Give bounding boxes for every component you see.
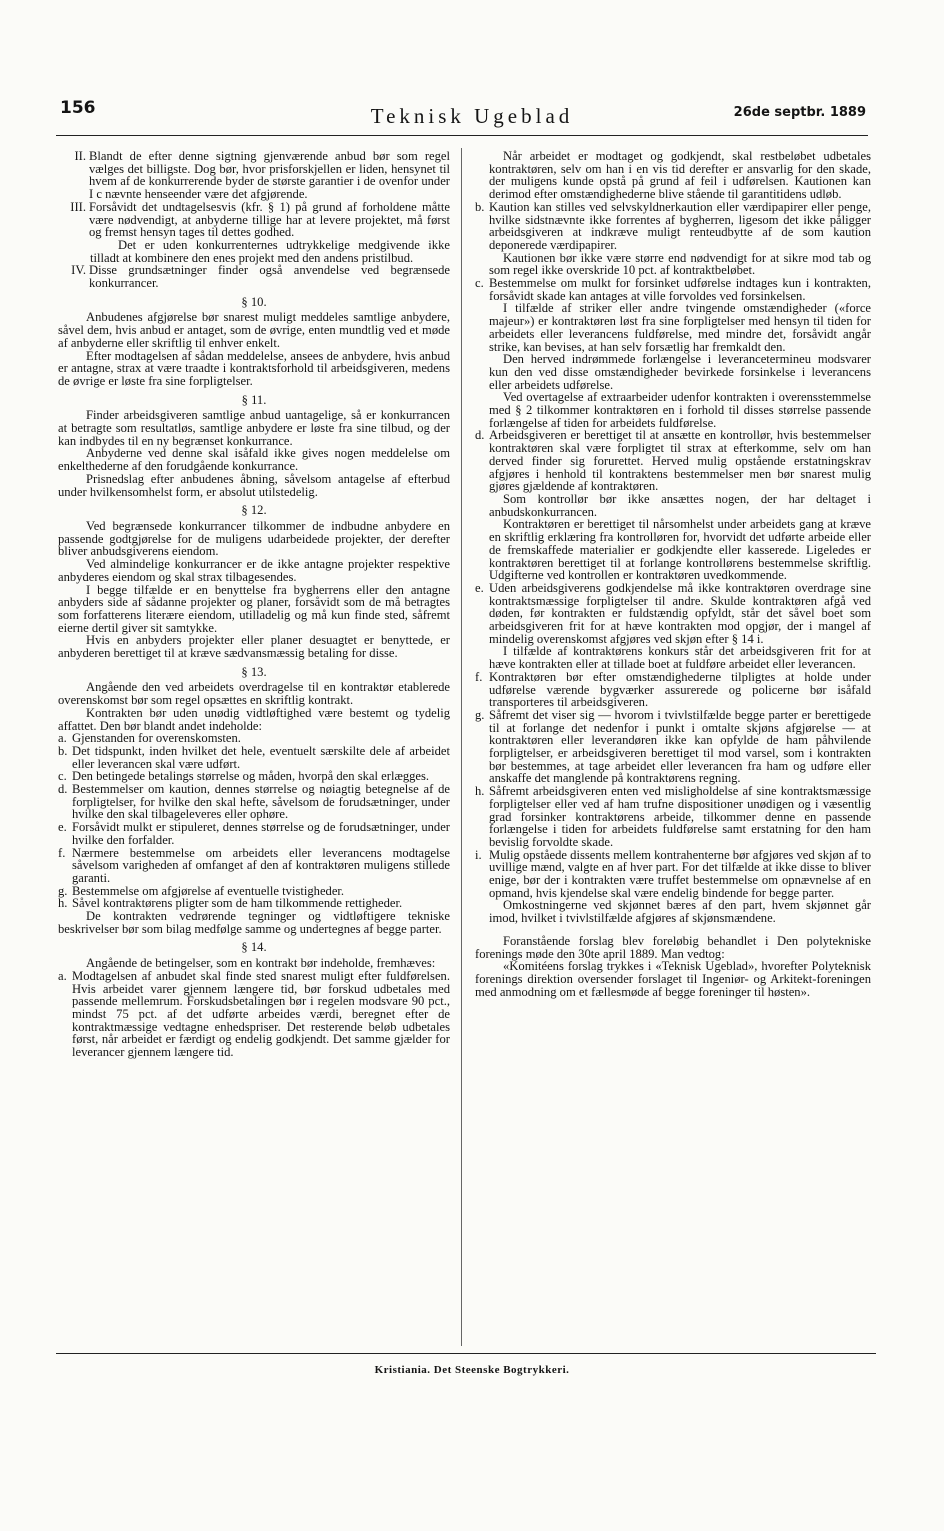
right-column bbox=[475, 150, 871, 998]
list-text: Den betingede betalings størrelse og måden, hvorpå den skal erlægges. bbox=[72, 769, 430, 784]
list-item bbox=[58, 970, 450, 1059]
list-text: Kaution kan stilles ved selvskyldnerkaution eller værdipapirer eller penge, hvilke sidstnævnte ikke forrentes af bygherren, ligesom det ikke påligger arbeidsgiveren at indkræve muligt renteudbytte af de som kaution deponerede værdipapirer. bbox=[489, 199, 871, 252]
list-text: Såvel kontraktørens pligter som de ham tilkommende rettigheder. bbox=[72, 896, 403, 911]
list-item bbox=[58, 821, 450, 846]
printer-imprint: Kristiania. Det Steenske Bogtrykkeri. bbox=[374, 1364, 570, 1376]
closing-paragraph: Foranstående forslag blev foreløbig behandlet i Den polytekniske forenings møde den 30te april 1889. Man vedtog: bbox=[475, 933, 871, 961]
section-heading-12: § 12. bbox=[241, 503, 267, 518]
list-item bbox=[475, 709, 871, 785]
list-item bbox=[58, 745, 450, 770]
footer-rule bbox=[56, 1353, 876, 1354]
paragraph: Anbyderne ved denne skal isåfald ikke gives nogen meddelelse om enkelthederne af den forudgående konkurrance. bbox=[58, 446, 450, 474]
list-text: Såfremt arbeidsgiveren enten ved misligholdelse af sine kontraktsmæssige forpligtelser eller ved af ham trufne dispositioner unødigen og i væsentlig grad forsinker kontraktørens arbeide, tilkommer denne en passende forlængelse i tiden for arbeidets fuldførelse samt erstatning for den ham bevislig forvoldte skade. bbox=[489, 784, 871, 849]
list-text: Bestemmelse om mulkt for forsinket udførelse indtages kun i kontrakten, forsåvidt skade kan antages at ville forvoldes ved forsinkelsen. bbox=[489, 276, 871, 303]
paragraph: Finder arbeidsgiveren samtlige anbud uantagelige, så er konkurrancen at betragte som resultatløs, samtlige anbydere er løste fra sine tilbud, og der kan indbydes til en ny begrænset konkurrance. bbox=[58, 408, 450, 448]
list-item bbox=[475, 201, 871, 252]
list-label: IV. bbox=[71, 263, 86, 278]
paragraph: Når arbeidet er modtaget og godkjendt, skal restbeløbet udbetales kontraktøren, selv om han i en vis tid derefter er ansvarlig for den skade, der muligens kunde opstå på grund af feil i udførelsen. Kautionen kan derimod efter omstændighederne blive stående til garantitidens udløb. bbox=[489, 149, 871, 202]
list-label: i. bbox=[475, 847, 482, 862]
paragraph: Angående den ved arbeidets overdragelse til en kontraktør etablerede overenskomst bør som regel opsættes en skriftlig kontrakt. bbox=[58, 680, 450, 708]
list-item-II bbox=[58, 150, 450, 201]
list-text: Gjenstanden for overenskomsten. bbox=[72, 731, 241, 746]
paragraph: De kontrakten vedrørende tegninger og vidtløftigere tekniske beskrivelser bør som bilag medfølge samme og undertegnes af begge parter. bbox=[58, 909, 450, 936]
paragraph: Den herved indrømmede forlængelse i leverancetermineu modsvarer kun den ved disse omstændigheder bevirkede forsinkelse i leverancens eller arbeidets udførelse. bbox=[489, 352, 871, 392]
section-heading-10: § 10. bbox=[241, 294, 267, 309]
list-label: II. bbox=[74, 149, 86, 163]
list-item bbox=[475, 582, 871, 646]
paragraph: Ved almindelige konkurrancer er de ikke antagne projekter respektive anbyderes eiendom og skal strax tilbagesendes. bbox=[58, 557, 450, 584]
paragraph: Efter modtagelsen af sådan meddelelse, ansees de anbydere, hvis anbud er antagne, strax at være traadte i kontraktsforhold til arbeidsgiveren, medens de øvrige er løste fra sine forpligtelser. bbox=[58, 348, 450, 388]
section-heading-13: § 13. bbox=[241, 664, 267, 679]
list-label: g. bbox=[475, 707, 485, 722]
paragraph: Hvis en anbyders projekter eller planer desuagtet er benyttede, er anbyderen berettiget til at kræve sædvansmæssig betaling for disse. bbox=[58, 633, 450, 661]
list-label: a. bbox=[58, 968, 67, 983]
list-item bbox=[475, 671, 871, 709]
paragraph: Kontraktøren er berettiget til nårsomhelst under arbeidets gang at kræve en skriftlig erklæring fra kontrolløren for, hvorvidt det udførte arbeide eller de fremskaffede materialier er godkjendte eller kasserede. Ligeledes er kontraktøren berettiget til at forlange kontrollørens bestemmelse skriftlig. Udgifterne ved kontrollen er kontraktøren uvedkommende. bbox=[489, 517, 871, 583]
list-label: h. bbox=[58, 896, 68, 911]
list-text: Nærmere bestemmelse om arbeidets eller leverancens modtagelse såvelsom varigheden af omfanget af den af kontraktøren muligens stillede garanti. bbox=[72, 845, 450, 885]
section-heading-14: § 14. bbox=[241, 940, 267, 955]
list-text: Bestemmelser om kaution, dennes størrelse og nøiagtig betegnelse af de forpligtelser, for hvilke den skal hefte, såvelsom de forudsætninger, under hvilke den skal tilbageleveres eller ophøre. bbox=[72, 782, 450, 822]
issue-date: 26de septbr. 1889 bbox=[733, 105, 866, 120]
paragraph: Kontrakten bør uden unødig vidtløftighed være bestemt og tydelig affattet. Den bør blandt andet indeholde: bbox=[58, 705, 450, 733]
list-label: f. bbox=[58, 845, 66, 860]
list-text: Uden arbeidsgiverens godkjendelse må ikke kontraktøren overdrage sine kontraktsmæssige forpligtelser til andre. Skulde kontraktøren afgå ved døden, før kontrakten er fuldstændig opfyldt, står det såvel boet som arbeidsgiveren frit for at hæve kontrakten mod opgjør, der i mangel af mindelig overenskomst afgjøres ved skjøn efter § 14 i. bbox=[489, 580, 871, 646]
list-label: e. bbox=[475, 580, 484, 595]
list-item bbox=[475, 277, 871, 302]
list-text: Arbeidsgiveren er berettiget til at ansætte en kontrollør, hvis bestemmelser kontraktøren skal være forpligtet til strax at efterkomme, selv om han derved finder sig forurettet. Herved mulig opstående erstatningskrav afgjøres i henhold til kontraktens bestemmelser men bør snarest mulig gjøres gjældende af kontraktøren. bbox=[489, 428, 871, 494]
section-heading-11: § 11. bbox=[241, 392, 267, 407]
paragraph: Det er uden konkurrenternes udtrykkelige medgivende ikke tilladt at kombinere den enes projekt med den andens pristilbud. bbox=[90, 237, 450, 265]
list-text: Modtagelsen af anbudet skal finde sted snarest muligt efter fuldførelsen. Hvis arbeidet varer gjennem længere tid, bør forskud udbetales med passende mellemrum. Forskudsbetalingen bør i regelen modsvare 90 pct., mindst 75 pct. af det udførte arbeides værdi, beregnet efter de kontraktmæssige vedtagne enhedspriser. Det resterende beløb udbetales først, når arbeidet er færdigt og endelig godkjendt. Det samme gjælder for leverancer gjennem længere tid. bbox=[72, 968, 450, 1060]
list-label: g. bbox=[58, 883, 68, 898]
list-label: III. bbox=[70, 199, 86, 214]
closing-paragraph: «Komitéens forslag trykkes i «Teknisk Ugeblad», hvorefter Polyteknisk forenings direktion oversender forslaget til Ingeniør- og Arkitekt-foreningen med anmodning om et fællesmøde af begge foreninger til høsten». bbox=[475, 959, 871, 999]
list-label: d. bbox=[475, 428, 485, 443]
list-text: Bestemmelse om afgjørelse af eventuelle tvistigheder. bbox=[72, 883, 345, 898]
list-item bbox=[58, 783, 450, 821]
list-label: e. bbox=[58, 820, 67, 835]
list-text: Mulig opståede dissents mellem kontrahenterne bør afgjøres ved skjøn af to uvillige mænd, valgte en af hver part. For det tilfælde at ikke disse to bliver enige, bør der i kontrakten være truffet bestemmelse om opnævnelse af en opmand, hvis kjendelse skal være endelig bindende for begge parter. bbox=[489, 847, 871, 900]
paragraph: Prisnedslag efter anbudenes åbning, såvelsom antagelse af efterbud under hvilkensomhelst form, er absolut utilstedelig. bbox=[58, 471, 450, 499]
list-label: c. bbox=[58, 769, 67, 784]
list-label: b. bbox=[475, 199, 485, 214]
paragraph: Angående de betingelser, som en kontrakt bør indeholde, fremhæves: bbox=[86, 956, 436, 971]
header-rule bbox=[56, 135, 868, 136]
list-item-IV bbox=[58, 264, 450, 289]
paragraph: I tilfælde af striker eller andre tvingende omstændigheder («force majeur») er kontraktøren løst fra sine forpligtelser med hensyn til tiden for arbeidets eller leverancens fuldførelse, med mindre det, forsåvidt angår strike, kan bevises, at han selv forsætlig har fremkaldt den. bbox=[489, 301, 871, 354]
paragraph: I tilfælde af kontraktørens konkurs står det arbeidsgiveren frit for at hæve kontrakten eller at tillade boet at fuldføre arbeidet eller leverancen. bbox=[489, 644, 871, 672]
list-item bbox=[475, 785, 871, 849]
list-text: Det tidspunkt, inden hvilket det hele, eventuelt særskilte dele af arbeidet eller leverancen skal være udført. bbox=[72, 743, 450, 771]
list-label: c. bbox=[475, 276, 484, 291]
list-text: Kontraktøren bør efter omstændighederne tilpligtes at holde under udførelse værende bygværker assurerede og policerne bør isåfald transporteres til arbeidsgiveren. bbox=[489, 669, 871, 710]
list-item bbox=[58, 847, 450, 885]
page-number: 156 bbox=[60, 98, 96, 118]
paragraph: Ved begrænsede konkurrancer tilkommer de indbudne anbydere en passende godtgjørelse for de muligens udarbeidede projekter, der derefter bliver anbudsgiverens eiendom. bbox=[58, 518, 450, 559]
left-column bbox=[58, 150, 450, 1059]
list-item-III bbox=[58, 201, 450, 239]
sec13-item-list bbox=[58, 732, 450, 910]
list-label: f. bbox=[475, 669, 483, 684]
paragraph: Som kontrollør bør ikke ansættes nogen, der har deltaget i anbudskonkurrancen. bbox=[489, 491, 871, 519]
list-text: Forsåvidt mulkt er stipuleret, dennes størrelse og de forudsætninger, under hvilke den forfalder. bbox=[72, 820, 450, 847]
list-label: d. bbox=[58, 782, 68, 797]
list-text: Disse grundsætninger finder også anvendelse ved begrænsede konkurrancer. bbox=[89, 263, 450, 291]
paragraph: Kautionen bør ikke være større end nødvendigt for at sikre mod tab og som regel ikke overskride 10 pct. af kontraktbeløbet. bbox=[489, 250, 871, 278]
journal-title: Teknisk Ugeblad bbox=[370, 104, 574, 128]
paragraph: Ved overtagelse af extraarbeider udenfor kontrakten i overensstemmelse med § 2 tilkommer kontraktøren en i forhold til disses størrelse passende forlængelse af tiden for arbeidets fuldførelse. bbox=[489, 390, 871, 430]
list-text: Såfremt det viser sig — hvorom i tvivlstilfælde begge parter er berettigede til at forlange det nedenfor i punkt i omtalte skjøns afgjørelse — at kontraktøren eller leverandøren ikke kan opfylde de ham påhvilende forpligtelser, er arbeidsgiveren berettiget til mod varsel, som i kontrakten bør bestemmes, at tage arbeidet eller leverancen fra ham og udføre eller anskaffe det manglende på kontraktørens regning. bbox=[489, 707, 871, 786]
column-divider bbox=[461, 148, 462, 1346]
list-label: a. bbox=[58, 731, 67, 746]
paragraph: I begge tilfælde er en benyttelse fra bygherrens eller den antagne anbyders side af sådanne projekter og planer, forsåvidt som de må betragtes som forfatterens literære eiendom, utilladelig og må kun finde sted, såfremt eierne dertil giver sit samtykke. bbox=[58, 582, 450, 635]
list-item bbox=[475, 849, 871, 900]
list-text: Forsåvidt det undtagelsesvis (kfr. § 1) på grund af forholdene måtte være nødvendigt, at anbyderne tillige har at levere projektet, må først og fremst hensyn tages til dettes godhed. bbox=[89, 199, 450, 240]
list-item bbox=[475, 429, 871, 493]
paragraph: Anbudenes afgjørelse bør snarest muligt meddeles samtlige anbydere, såvel dem, hvis anbud er antaget, som de øvrige, enten mundtlig ved et møde af anbyderne eller skriftlig til enhver enkelt. bbox=[58, 310, 450, 350]
list-text: Blandt de efter denne sigtning gjenværende anbud bør som regel vælges det billigste. Dog bør, hvor prisforskjellen er liden, hensynet til hvem af de konkurrerende byder de største garantier i de ovenfor under I c nævnte henseender være det afgjørende. bbox=[89, 149, 450, 202]
paragraph: Omkostningerne ved skjønnet bæres af den part, hvem skjønnet går imod, hvilket i tvivlstilfælde afgjøres af skjønsmændene. bbox=[489, 898, 871, 926]
list-label: h. bbox=[475, 784, 485, 799]
list-label: b. bbox=[58, 743, 68, 758]
